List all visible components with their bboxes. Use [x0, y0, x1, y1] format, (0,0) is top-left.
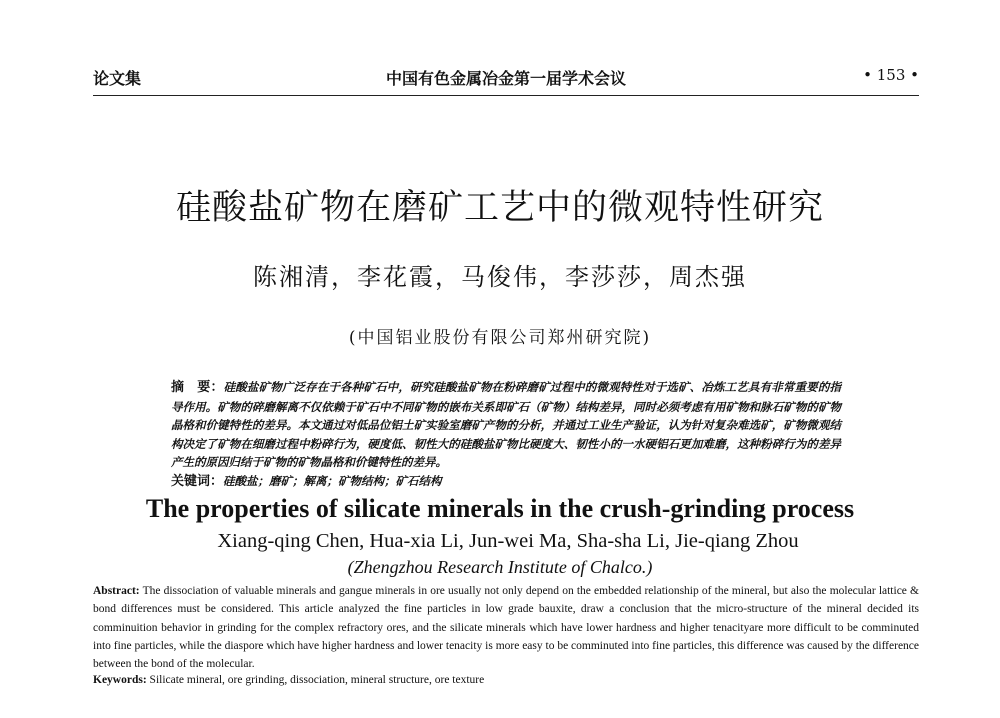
header-collection-label: 论文集	[93, 69, 142, 88]
authors-english: Xiang-qing Chen, Hua-xia Li, Jun-wei Ma, Sha-sha Li, Jie-qiang Zhou	[217, 530, 799, 552]
institution-chinese: (中国铝业股份有限公司郑州研究院)	[348, 328, 652, 348]
keywords-chinese-text: 硅酸盐；磨矿；解离；矿物结构；矿石结构	[223, 474, 442, 488]
abstract-chinese-label: 摘 要：	[171, 380, 224, 395]
abstract-chinese	[171, 378, 841, 472]
title-english: The properties of silicate minerals in the crush-grinding process	[145, 494, 855, 523]
header-rule	[93, 95, 919, 96]
authors-chinese: 陈湘清，李花霞，马俊伟，李莎莎，周杰强	[253, 263, 747, 291]
keywords-chinese	[171, 470, 841, 489]
title-chinese: 硅酸盐矿物在磨矿工艺中的微观特性研究	[175, 188, 824, 228]
abstract-chinese-text: 硅酸盐矿物广泛存在于各种矿石中，研究硅酸盐矿物在粉碎磨矿过程中的微观特性对于选矿、冶炼工艺具有非常重要的指导作用。矿物的碎磨解离不仅依赖于矿石中不同矿物的嵌布关系即矿石（矿物）结构差异，同时必须考虑有用矿物和脉石矿物的矿物晶格和价键特性的差异。本文通过对低品位铝土矿实验室磨矿产物的分析，并通过工业生产验证，认为针对复杂难选矿，矿物微观结构决定了矿物在细磨过程中粉碎行为，硬度低、韧性大的硅酸盐矿物比硬度大、韧性小的一水硬铝石更加难磨，这种粉碎行为的差异产生的原因归结于矿物的矿物晶格和价键特性的差异。	[171, 380, 841, 469]
header-conference-name: 中国有色金属冶金第一届学术会议	[385, 69, 626, 88]
abstract-english	[93, 582, 919, 673]
abstract-english-label: Abstract:	[93, 585, 140, 597]
keywords-english	[93, 674, 919, 686]
keywords-english-label: Keywords:	[93, 674, 147, 686]
keywords-english-text: Silicate mineral, ore grinding, dissociation, mineral structure, ore texture	[149, 674, 485, 686]
running-header	[93, 66, 919, 90]
institution-english: (Zhengzhou Research Institute of Chalco.)	[347, 557, 653, 577]
page-number: • 153 •	[863, 66, 919, 84]
abstract-english-text: The dissociation of valuable minerals and gangue minerals in ore usually not only depend on the embedded relationship of the mineral, but also the molecular lattice & bond differences must be considered. This article analyzed the fine particles in low grade bauxite, draw a conclusion that the micro-structure of the mineral decided its comminuition behavior in grinding for the complex refractory ores, and the silicate minerals which have lower hardness and higher tenacityare more difficult to be comminuted into fine particles, while the diaspore which have higher hardness and lower tenacity is more easy to be comminuted into fine particles, this difference was caused by the difference between the bond of the molecular.	[93, 585, 920, 671]
keywords-chinese-label: 关键词：	[171, 474, 224, 489]
